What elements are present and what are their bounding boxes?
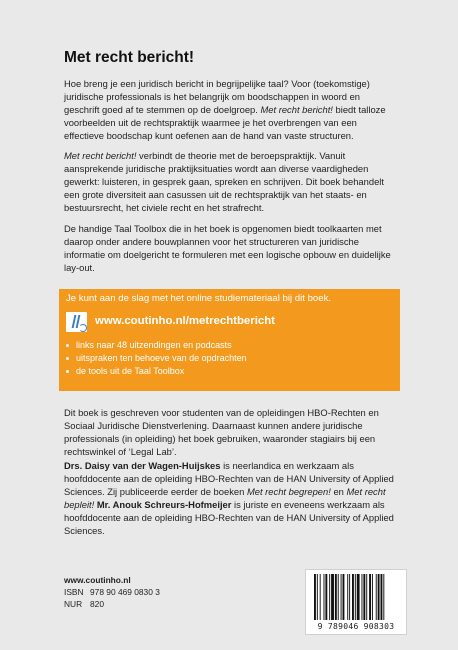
publisher-website[interactable]: www.coutinho.nl <box>64 575 131 585</box>
coutinho-logo-icon <box>66 312 87 332</box>
nur-value: 820 <box>90 599 104 609</box>
audience-paragraph: Dit boek is geschreven voor studenten van de opleidingen HBO-Rechten en Sociaal Juridische Dienstverlening. Daarnaast kunnen andere juridische professionals (in opleiding) het boek gebruiken, waaronder stagiairs bij een rechtswinkel of ‘Legal Lab’. <box>64 407 379 457</box>
barcode-number: 9 789046 908303 <box>317 622 395 631</box>
book-2-title: Met recht bepleit! <box>64 486 386 510</box>
barcode-bars-icon <box>314 574 398 622</box>
book-1-title: Met recht begrepen! <box>246 486 331 497</box>
promo-heading: Je kunt aan de slag met het online studiemateriaal bij dit boek. <box>66 293 332 304</box>
book-title: Met recht bericht! <box>64 49 195 66</box>
authors-paragraph <box>64 459 396 537</box>
author-1-bio: is neerlandica en werkzaam als hoofddocente aan de opleiding HBO-Rechten van de HAN University of Applied Sciences. Zij publiceerde eerder de boeken <box>64 460 394 497</box>
nur-label: NUR <box>64 599 83 609</box>
theory-paragraph <box>64 149 396 214</box>
isbn-label: ISBN <box>64 587 84 597</box>
theory-title-italic: Met recht bericht! <box>64 150 137 161</box>
publication-meta <box>64 574 160 610</box>
promo-list <box>66 339 247 378</box>
promo-url-link[interactable]: www.coutinho.nl/metrechtbericht <box>95 315 275 327</box>
author-text-and: en <box>330 486 347 497</box>
nur-row <box>64 598 160 610</box>
intro-text-c: biedt talloze voorbeelden uit de rechtspraktijk waarmee je het overbrengen van een effectieve boodschap kunt oefenen aan de hand van vaste structuren. <box>64 104 386 141</box>
intro-text-a: Hoe breng je een juridisch bericht in begrijpelijke taal? Voor (toekomstige) juridische professionals is het belangrijk om boodschappen in woord en geschrift goed af te stemmen op de doelgroep. <box>64 78 370 115</box>
promo-list-item: de tools uit de Taal Toolbox <box>66 365 247 378</box>
intro-title-italic: Met recht bericht! <box>260 104 333 115</box>
theory-text: verbindt de theorie met de beroepspraktijk. Vanuit aansprekende juridische praktijksituaties wordt aan diverse vaardigheden gewerkt: luisteren, in gesprek gaan, spreken en schrijven. Dit boek behandelt een grote diversiteit aan casussen uit de rechtspraktijk van het staats- en bestuursrecht, het civiele recht en het strafrecht. <box>64 150 384 213</box>
promo-list-item: uitspraken ten behoeve van de opdrachten <box>66 352 247 365</box>
barcode <box>305 569 407 635</box>
intro-paragraph <box>64 77 396 142</box>
author-1-name: Drs. Daisy van der Wagen-Huijskes <box>64 460 221 471</box>
promo-list-item: links naar 48 uitzendingen en podcasts <box>66 339 247 352</box>
author-2-name: Mr. Anouk Schreurs-Hofmeijer <box>96 499 232 510</box>
isbn-value: 978 90 469 0830 3 <box>90 587 160 597</box>
isbn-row <box>64 586 160 598</box>
online-material-box <box>59 289 400 391</box>
toolbox-paragraph: De handige Taal Toolbox die in het boek is opgenomen biedt toolkaarten met daarop onder andere bouwplannen voor het structureren van juridische informatie om doelgericht te formuleren met een logische opbouw en duidelijke lay-out. <box>64 223 391 273</box>
author-2-bio: is juriste en eveneens werkzaam als hoofddocente aan de opleiding HBO-Rechten van de HAN University of Applied Sciences. <box>64 499 394 536</box>
